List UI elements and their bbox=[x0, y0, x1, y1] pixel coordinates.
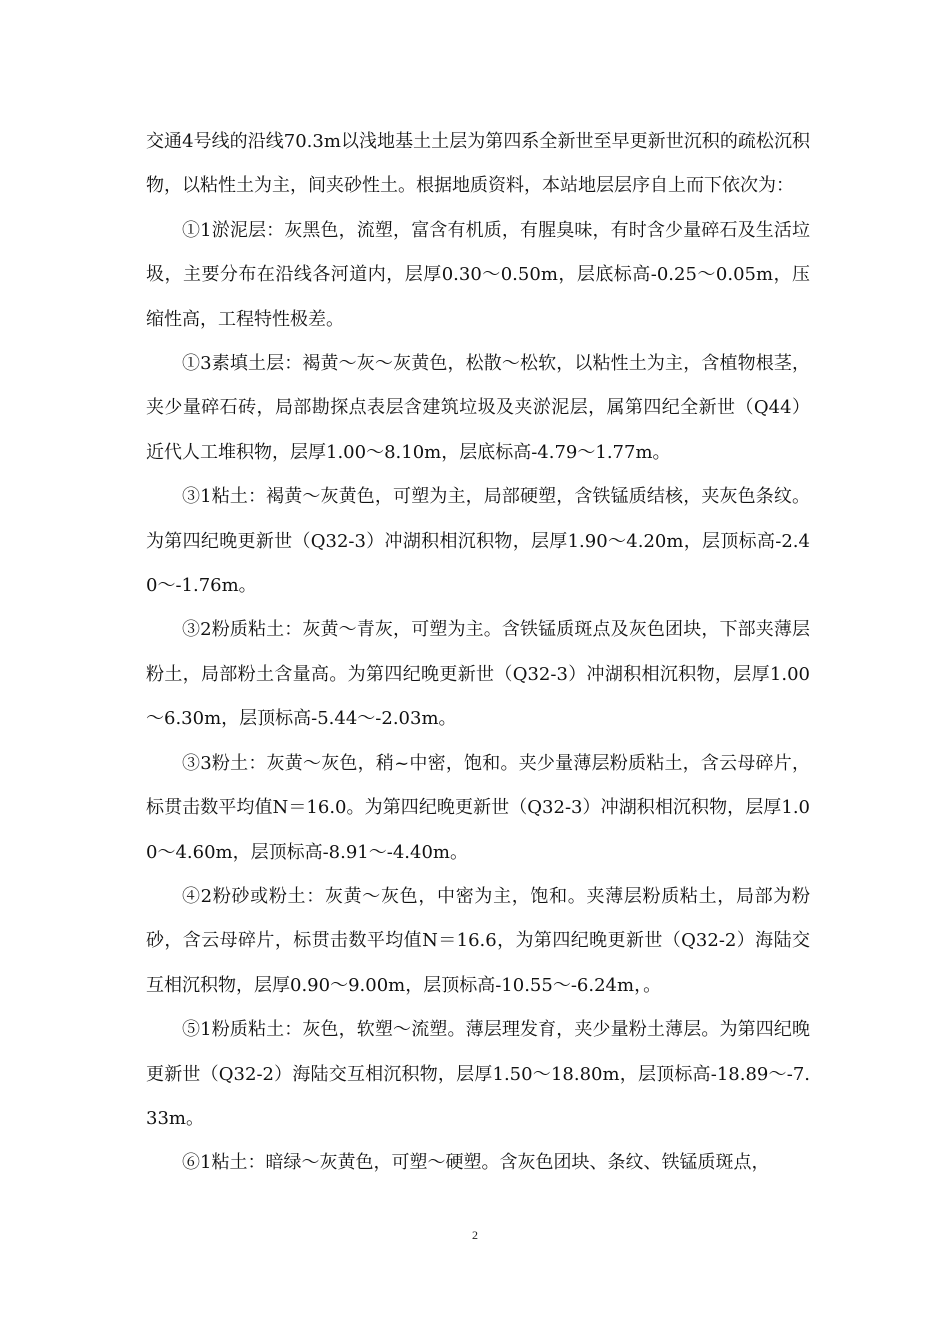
layer-3-1-paragraph: ③1粘土：褐黄～灰黄色，可塑为主，局部硬塑，含铁锰质结核，夹灰色条纹。为第四纪晚更新世（Q32-3）冲湖积相沉积物，层厚1.90～4.20m，层顶标高-2.40～-1.76m。 bbox=[146, 486, 810, 597]
layer-3-3-paragraph: ③3粉土：灰黄～灰色，稍~中密，饱和。夹少量薄层粉质粘土，含云母碎片，标贯击数平均值N＝16.0。为第四纪晚更新世（Q32-3）冲湖积相沉积物，层厚1.00～4.60m，层顶标高-8.91～-4.40m。 bbox=[146, 752, 810, 863]
page-number: 2 bbox=[472, 1228, 478, 1242]
layer-6-1-paragraph: ⑥1粘土：暗绿～灰黄色，可塑～硬塑。含灰色团块、条纹、铁锰质斑点， bbox=[182, 1152, 770, 1174]
layer-4-2-paragraph: ④2粉砂或粉土：灰黄～灰色，中密为主，饱和。夹薄层粉质粘土，局部为粉砂，含云母碎片，标贯击数平均值N＝16.6，为第四纪晚更新世（Q32-2）海陆交互相沉积物，层厚0.90～9.00m，层顶标高-10.55～-6.24m，。 bbox=[146, 885, 810, 996]
layer-1-3-paragraph: ①3素填土层：褐黄～灰～灰黄色，松散～松软，以粘性土为主，含植物根茎，夹少量碎石砖，局部勘探点表层含建筑垃圾及夹淤泥层，属第四纪全新世（Q44）近代人工堆积物，层厚1.00～8.10m，层底标高-4.79～1.77m。 bbox=[146, 353, 810, 463]
layer-5-1-paragraph: ⑤1粉质粘土：灰色，软塑～流塑。薄层理发育，夹少量粉土薄层。为第四纪晚更新世（Q32-2）海陆交互相沉积物，层厚1.50～18.80m，层顶标高-18.89～-7.33m。 bbox=[146, 1019, 810, 1129]
intro-paragraph: 交通4号线的沿线70.3m以浅地基土土层为第四系全新世至早更新世沉积的疏松沉积物，以粘性土为主，间夹砂性土。根据地质资料，本站地层层序自上而下依次为： bbox=[146, 131, 810, 197]
layer-1-1-paragraph: ①1淤泥层：灰黑色，流塑，富含有机质，有腥臭味，有时含少量碎石及生活垃圾，主要分布在沿线各河道内，层厚0.30～0.50m，层底标高-0.25～0.05m，压缩性高，工程特性极差。 bbox=[146, 219, 810, 330]
layer-3-2-paragraph: ③2粉质粘土：灰黄～青灰，可塑为主。含铁锰质斑点及灰色团块，下部夹薄层粉土，局部粉土含量高。为第四纪晚更新世（Q32-3）冲湖积相沉积物，层厚1.00～6.30m，层顶标高-5.44～-2.03m。 bbox=[146, 619, 810, 730]
document-body bbox=[146, 120, 810, 1186]
